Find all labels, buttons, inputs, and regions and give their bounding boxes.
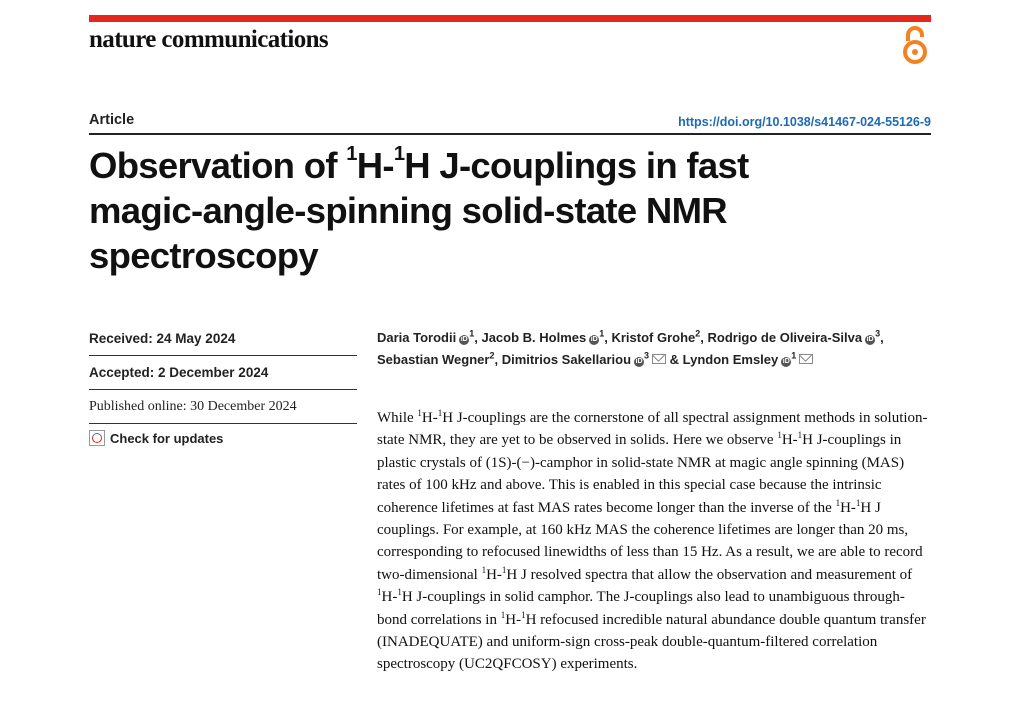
article-history [89, 322, 357, 446]
doi-link[interactable]: https://doi.org/10.1038/s41467-024-55126-9 [678, 115, 931, 129]
author-name[interactable]: Daria Torodii [377, 330, 457, 345]
author-name[interactable]: , Kristof Grohe [604, 330, 696, 345]
orcid-icon[interactable]: iD [782, 358, 790, 365]
received-date: Received: 24 May 2024 [89, 322, 357, 356]
orcid-icon[interactable]: iD [460, 336, 468, 343]
published-date: Published online: 30 December 2024 [89, 390, 357, 424]
email-icon[interactable] [652, 354, 666, 364]
author-name[interactable]: Sebastian Wegner [377, 352, 490, 367]
author-name[interactable]: , Rodrigo de Oliveira-Silva [700, 330, 863, 345]
open-access-icon [900, 24, 930, 66]
abstract: While $^1$H-$^1$H J-couplings are the cornerstone of all spectral assignment methods in solution-state NMR, they are yet to be observed in solids. Here we observe $^1$H-$^1$H J-couplings in plastic crystals of (1S)-(−)-camphor in solid-state NMR at magic angle spinning (MAS) rates of 100 kHz and above. This is enabled in this special case because the intrinsic coherence lifetimes at fast MAS rates become longer than the inverse of the $^1$H-$^1$H J couplings. For example, at 160 kHz MAS the coherence lifetimes are longer than 20 ms, corresponding to refocused linewidths of less than 15 Hz. As a result, we are able to record two-dimensional $^1$H-$^1$H J resolved spectra that allow the observation and measurement of $^1$H-$^1$H J-couplings in solid camphor. The J-couplings also lead to unambiguous through-bond correlations in $^1$H-$^1$H refocused incredible natural abundance double quantum transfer (INADEQUATE) and uniform-sign cross-peak double-quantum-filtered correlation spectroscopy (UC2QFCOSY) experiments. [377, 408, 928, 673]
orcid-icon[interactable]: iD [590, 336, 598, 343]
orcid-icon[interactable]: iD [866, 336, 874, 343]
header-divider [89, 133, 931, 135]
orcid-icon[interactable]: iD [635, 358, 643, 365]
article-type-label: Article [89, 112, 135, 128]
check-updates-icon [89, 430, 105, 446]
author-name[interactable]: , Dimitrios Sakellariou [494, 352, 632, 367]
article-title: Observation of $^1$H-$^1$H J-couplings in fast magic-angle-spinning solid-state NMR spectroscopy [89, 142, 749, 276]
author-name[interactable]: , Jacob B. Holmes [474, 330, 587, 345]
email-icon[interactable] [799, 354, 813, 364]
journal-name[interactable]: nature communications [89, 26, 329, 53]
author-name[interactable]: & Lyndon Emsley [666, 352, 779, 367]
journal-top-bar [89, 15, 931, 22]
check-for-updates-button[interactable] [89, 430, 357, 446]
check-updates-label: Check for updates [110, 430, 224, 446]
accepted-date: Accepted: 2 December 2024 [89, 356, 357, 390]
author-list: Daria Torodii $iD^1$, Jacob B. Holmes $iD^1$, Kristof Grohe$^2$, Rodrigo de Oliveira-Silva $iD^3$, Sebastian Wegner$^2$, Dimitrios Sakellariou $iD^3$ & Lyndon Emsley $iD^1$ [377, 328, 884, 367]
